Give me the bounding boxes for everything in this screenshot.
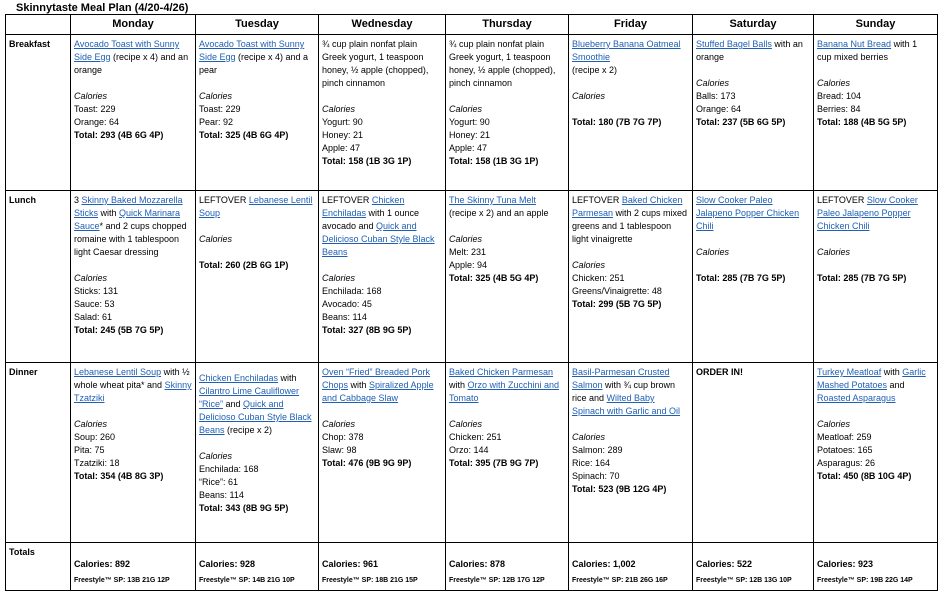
meal-text: with 1 cup mixed berries [817, 39, 918, 62]
meal-total: Total: 354 (4B 8G 3P) [74, 471, 164, 481]
calorie-item: Tzatziki: 18 [74, 458, 120, 468]
meal-text: * and 2 cups chopped romaine with 1 tablespoon light Caesar dressing [74, 221, 187, 257]
calorie-item: Pita: 75 [74, 445, 105, 455]
recipe-link[interactable]: The Skinny Tuna Melt [449, 195, 537, 205]
daily-smartpoints: Freestyle™ SP: 14B 21G 10P [199, 577, 295, 584]
breakfast-row [6, 35, 938, 191]
corner-cell [6, 15, 71, 35]
meal-text: with [98, 208, 120, 218]
meal-text: and [223, 399, 244, 409]
lunch-row [6, 191, 938, 363]
calories-label: Calories [322, 419, 356, 429]
daily-calories: Calories: 522 [696, 559, 753, 569]
calorie-item: Beans: 114 [199, 490, 244, 500]
recipe-link[interactable]: Roasted Asparagus [817, 393, 896, 403]
meal-text: with an orange [696, 39, 803, 62]
calorie-item: Bread: 104 [817, 91, 862, 101]
recipe-link[interactable]: Baked Chicken Parmesan [572, 195, 683, 218]
meal-total: Total: 395 (7B 9G 7P) [449, 458, 539, 468]
lunch-tuesday [196, 191, 319, 363]
row-label-breakfast: Breakfast [6, 35, 71, 191]
calorie-item: Orzo: 144 [449, 445, 489, 455]
totals-monday [71, 543, 196, 591]
daily-calories: Calories: 961 [322, 559, 379, 569]
breakfast-tuesday [196, 35, 319, 191]
meal-total: Total: 325 (4B 6G 4P) [199, 130, 289, 140]
meal-total: Total: 523 (9B 12G 4P) [572, 484, 667, 494]
breakfast-thursday [446, 35, 569, 191]
totals-sunday [814, 543, 938, 591]
meal-total: Total: 158 (1B 3G 1P) [449, 156, 539, 166]
calorie-item: Orange: 64 [696, 104, 742, 114]
meal-text: 3 [74, 195, 82, 205]
recipe-link[interactable]: Blueberry Banana Oatmeal Smoothie [572, 39, 681, 62]
calorie-item: Salmon: 289 [572, 445, 623, 455]
calories-label: Calories [449, 104, 483, 114]
recipe-link[interactable]: Basil-Parmesan Crusted Salmon [572, 367, 670, 390]
totals-tuesday [196, 543, 319, 591]
meal-text: LEFTOVER [817, 195, 867, 205]
calorie-item: Salad: 61 [74, 312, 113, 322]
calorie-item: Balls: 173 [696, 91, 736, 101]
totals-saturday [693, 543, 814, 591]
totals-friday [569, 543, 693, 591]
calorie-item: Beans: 114 [322, 312, 367, 322]
recipe-link[interactable]: Chicken Enchiladas [199, 373, 279, 383]
meal-text: with ¾ cup brown rice and [572, 380, 676, 403]
daily-smartpoints: Freestyle™ SP: 12B 17G 12P [449, 577, 545, 584]
calorie-item: Melt: 231 [449, 247, 487, 257]
meal-text: ¾ cup plain nonfat plain Greek yogurt, 1 teaspoon honey, ½ apple (chopped), pinch cinnamon [322, 39, 429, 88]
meal-text: with [881, 367, 903, 377]
meal-total: Total: 285 (7B 7G 5P) [696, 273, 786, 283]
breakfast-friday [569, 35, 693, 191]
calorie-item: Chicken: 251 [572, 273, 625, 283]
dinner-tuesday [196, 363, 319, 543]
calorie-item: Avocado: 45 [322, 299, 372, 309]
meal-total: Total: 299 (5B 7G 5P) [572, 299, 662, 309]
meal-total: Total: 343 (8B 9G 5P) [199, 503, 289, 513]
calorie-item: Potatoes: 165 [817, 445, 873, 455]
meal-text: ¾ cup plain nonfat plain Greek yogurt, 1 teaspoon honey, ½ apple (chopped), pinch cinnamon [449, 39, 556, 88]
recipe-link[interactable]: Oven “Fried” Breaded Pork Chops [322, 367, 431, 390]
meal-text: (recipe x 4) and a pear [199, 52, 309, 75]
meal-text: (recipe x 2) and an apple [449, 208, 549, 218]
calorie-item: Yogurt: 90 [322, 117, 363, 127]
calorie-item: Slaw: 98 [322, 445, 357, 455]
row-label-totals: Totals [6, 543, 71, 591]
recipe-link[interactable]: Slow Cooker Paleo Jalapeno Popper Chicken Chili [696, 195, 800, 231]
calorie-item: Rice: 164 [572, 458, 611, 468]
meal-text: LEFTOVER [199, 195, 249, 205]
day-header: Friday [569, 15, 693, 35]
recipe-link[interactable]: Stuffed Bagel Balls [696, 39, 772, 49]
meal-text: with [449, 380, 468, 390]
breakfast-wednesday [319, 35, 446, 191]
meal-text: with [278, 373, 297, 383]
calories-label: Calories [199, 451, 233, 461]
day-header: Monday [71, 15, 196, 35]
day-header: Wednesday [319, 15, 446, 35]
calories-label: Calories [74, 419, 108, 429]
calorie-item: Meatloaf: 259 [817, 432, 872, 442]
meal-total: Total: 188 (4B 5G 5P) [817, 117, 907, 127]
dinner-wednesday [319, 363, 446, 543]
recipe-link[interactable]: Skinny Baked Mozzarella Sticks [74, 195, 183, 218]
meal-total: Total: 158 (1B 3G 1P) [322, 156, 412, 166]
calorie-item: Spinach: 70 [572, 471, 620, 481]
breakfast-saturday [693, 35, 814, 191]
calories-label: Calories [74, 273, 108, 283]
dinner-friday [569, 363, 693, 543]
calorie-item: Yogurt: 90 [449, 117, 490, 127]
recipe-link[interactable]: Chicken Enchiladas [322, 195, 405, 218]
recipe-link[interactable]: Quick and Delicioso Cuban Style Black Beans [199, 399, 312, 435]
calories-label: Calories [199, 91, 233, 101]
meal-total: Total: 293 (4B 6G 4P) [74, 130, 164, 140]
dinner-monday [71, 363, 196, 543]
calorie-item: Asparagus: 26 [817, 458, 876, 468]
calories-label: Calories [449, 419, 483, 429]
calorie-item: Toast: 229 [199, 104, 241, 114]
meal-total: Total: 327 (8B 9G 5P) [322, 325, 412, 335]
dinner-thursday [446, 363, 569, 543]
day-header: Thursday [446, 15, 569, 35]
calorie-item: Apple: 47 [322, 143, 361, 153]
calorie-item: Pear: 92 [199, 117, 234, 127]
totals-row [6, 543, 938, 591]
lunch-monday [71, 191, 196, 363]
recipe-link[interactable]: Banana Nut Bread [817, 39, 892, 49]
meal-text: (recipe x 2) [572, 65, 618, 75]
calorie-item: Sticks: 131 [74, 286, 119, 296]
daily-calories: Calories: 878 [449, 559, 506, 569]
calories-label: Calories [817, 247, 851, 257]
calorie-item: Enchilada: 168 [199, 464, 259, 474]
order-in-label: ORDER IN! [696, 367, 743, 377]
calorie-item: Apple: 94 [449, 260, 488, 270]
row-label-lunch: Lunch [6, 191, 71, 363]
calories-label: Calories [696, 78, 730, 88]
meal-text: LEFTOVER [322, 195, 372, 205]
calories-label: Calories [572, 260, 606, 270]
meal-total: Total: 476 (9B 9G 9P) [322, 458, 412, 468]
recipe-link[interactable]: Turkey Meatloaf [817, 367, 882, 377]
calorie-item: Soup: 260 [74, 432, 116, 442]
calories-label: Calories [322, 104, 356, 114]
totals-thursday [446, 543, 569, 591]
meal-text: with 1 ounce avocado and [322, 208, 420, 231]
daily-calories: Calories: 928 [199, 559, 256, 569]
day-header: Tuesday [196, 15, 319, 35]
calorie-item: Sauce: 53 [74, 299, 115, 309]
calorie-item: Apple: 47 [449, 143, 488, 153]
lunch-saturday [693, 191, 814, 363]
calorie-item: Greens/Vinaigrette: 48 [572, 286, 662, 296]
calories-label: Calories [449, 234, 483, 244]
calorie-item: Chicken: 251 [449, 432, 502, 442]
recipe-link[interactable]: Lebanese Lentil Soup [199, 195, 313, 218]
calorie-item: Orange: 64 [74, 117, 120, 127]
meal-text: (recipe x 2) [224, 425, 273, 435]
recipe-link[interactable]: Slow Cooker Paleo Jalapeno Popper Chicken Chili [817, 195, 918, 231]
calorie-item: Toast: 229 [74, 104, 116, 114]
calorie-item: Honey: 21 [449, 130, 491, 140]
day-header: Sunday [814, 15, 938, 35]
meal-total: Total: 450 (8B 10G 4P) [817, 471, 912, 481]
header-row [6, 15, 938, 35]
calorie-item: Honey: 21 [322, 130, 364, 140]
recipe-link[interactable]: Wilted Baby Spinach with Garlic and Oil [572, 393, 681, 416]
calories-label: Calories [696, 247, 730, 257]
lunch-wednesday [319, 191, 446, 363]
page-title: Skinnytaste Meal Plan (4/20-4/26) [16, 2, 189, 14]
recipe-link[interactable]: Lebanese Lentil Soup [74, 367, 162, 377]
calorie-item: Berries: 84 [817, 104, 861, 114]
totals-wednesday [319, 543, 446, 591]
meal-text: (recipe x 4) and an orange [74, 52, 189, 75]
day-header: Saturday [693, 15, 814, 35]
recipe-link[interactable]: Cilantro Lime Cauliflower “Rice” [199, 386, 300, 409]
meal-total: Total: 285 (7B 7G 5P) [817, 273, 907, 283]
meal-total: Total: 237 (5B 6G 5P) [696, 117, 786, 127]
dinner-saturday [693, 363, 814, 543]
lunch-friday [569, 191, 693, 363]
dinner-row [6, 363, 938, 543]
calories-label: Calories [817, 419, 851, 429]
calorie-item: “Rice”: 61 [199, 477, 239, 487]
breakfast-monday [71, 35, 196, 191]
calorie-item: Enchilada: 168 [322, 286, 382, 296]
meal-plan-table [5, 14, 938, 591]
recipe-link[interactable]: Quick Marinara Sauce [74, 208, 181, 231]
calories-label: Calories [817, 78, 851, 88]
meal-text: LEFTOVER [572, 195, 622, 205]
daily-smartpoints: Freestyle™ SP: 21B 26G 16P [572, 577, 668, 584]
recipe-link[interactable]: Baked Chicken Parmesan [449, 367, 554, 377]
daily-smartpoints: Freestyle™ SP: 13B 21G 12P [74, 577, 170, 584]
calories-label: Calories [199, 234, 233, 244]
meal-total: Total: 325 (4B 5G 4P) [449, 273, 539, 283]
calories-label: Calories [572, 91, 606, 101]
daily-calories: Calories: 1,002 [572, 559, 636, 569]
recipe-link[interactable]: Skinny Tzatziki [74, 380, 192, 403]
daily-smartpoints: Freestyle™ SP: 18B 21G 15P [322, 577, 418, 584]
recipe-link[interactable]: Avocado Toast with Sunny Side Egg [199, 39, 305, 62]
row-label-dinner: Dinner [6, 363, 71, 543]
meal-total: Total: 260 (2B 6G 1P) [199, 260, 289, 270]
daily-calories: Calories: 892 [74, 559, 131, 569]
meal-text: and [887, 380, 905, 390]
dinner-sunday [814, 363, 938, 543]
meal-text: with 2 cups mixed greens and 1 tablespoon light vinaigrette [572, 208, 688, 244]
calories-label: Calories [572, 432, 606, 442]
calories-label: Calories [74, 91, 108, 101]
recipe-link[interactable]: Garlic Mashed Potatoes [817, 367, 926, 390]
recipe-link[interactable]: Avocado Toast with Sunny Side Egg [74, 39, 180, 62]
meal-text: with ½ whole wheat pita* and [74, 367, 190, 390]
lunch-thursday [446, 191, 569, 363]
recipe-link[interactable]: Orzo with Zucchini and Tomato [449, 380, 560, 403]
recipe-link[interactable]: Spiralized Apple and Cabbage Slaw [322, 380, 434, 403]
meal-total: Total: 180 (7B 7G 7P) [572, 117, 662, 127]
daily-calories: Calories: 923 [817, 559, 874, 569]
lunch-sunday [814, 191, 938, 363]
calorie-item: Chop: 378 [322, 432, 364, 442]
daily-smartpoints: Freestyle™ SP: 12B 13G 10P [696, 577, 792, 584]
meal-text: with [348, 380, 370, 390]
meal-total: Total: 245 (5B 7G 5P) [74, 325, 164, 335]
calories-label: Calories [322, 273, 356, 283]
recipe-link[interactable]: Quick and Delicioso Cuban Style Black Beans [322, 221, 435, 257]
breakfast-sunday [814, 35, 938, 191]
daily-smartpoints: Freestyle™ SP: 19B 22G 14P [817, 577, 913, 584]
